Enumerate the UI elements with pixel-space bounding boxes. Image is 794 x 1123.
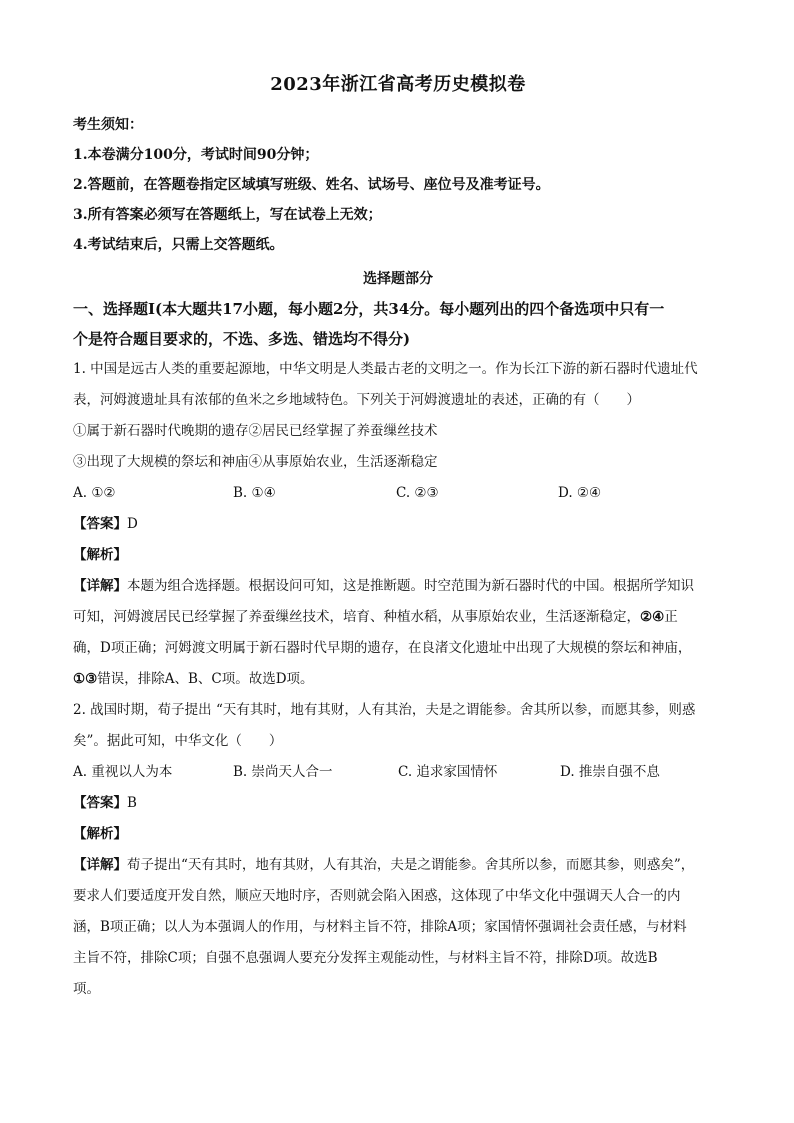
question-1 — [73, 354, 723, 695]
question-options — [73, 757, 723, 788]
answer-tag: 【答案】 — [73, 795, 127, 811]
detail-line: 确，D项正确；河姆渡文明属于新石器时代早期的遗存，在良渚文化遗址中出现了大规模的祭坛和神庙， — [73, 640, 692, 656]
option-b: B. ①④ — [233, 485, 276, 501]
notice-item: 4.考试结束后，只需上交答题纸。 — [73, 237, 284, 253]
option-c: C. 追求家国情怀 — [398, 764, 498, 780]
question-statement: ①属于新石器时代晚期的遗存②居民已经掌握了养蚕缫丝技术 — [73, 423, 438, 439]
option-a: A. ①② — [73, 485, 116, 501]
answer-tag: 【答案】 — [73, 516, 127, 532]
detail-line: 【详解】本题为组合选择题。根据设问可知，这是推断题。时空范围为新石器时代的中国。根据所学知识 — [73, 578, 694, 594]
detail-line: 涵，B项正确；以人为本强调人的作用，与材料主旨不符，排除A项；家国情怀强调社会责任感，与材料 — [73, 919, 687, 935]
answer-value: B — [127, 795, 137, 811]
detail-line: 【详解】荀子提出“天有其时，地有其财，人有其治，夫是之谓能参。舍其所以参，而愿其参，则惑矣”， — [73, 857, 695, 873]
analysis-tag: 【解析】 — [73, 547, 127, 563]
detail-line: 项。 — [73, 981, 100, 997]
circled-numbers: ①③ — [73, 671, 98, 687]
page-title: 2023年浙江省高考历史模拟卷 — [270, 74, 526, 95]
question-stem: 1. 中国是远古人类的重要起源地，中华文明是人类最古老的文明之一。作为长江下游的新石器时代遗址代 — [73, 361, 698, 377]
detail-tag: 【详解】 — [73, 857, 127, 873]
notice-item: 1.本卷满分100分，考试时间90分钟； — [73, 147, 319, 163]
question-2 — [73, 695, 723, 1005]
question-stem: 表，河姆渡遗址具有浓郁的鱼米之乡地域特色。下列关于河姆渡遗址的表述，正确的有（ ） — [73, 392, 640, 408]
option-b: B. 崇尚天人合一 — [233, 764, 333, 780]
question-stem: 2. 战国时期，荀子提出 “天有其时，地有其财，人有其治，夫是之谓能参。舍其所以参，而愿其参，则惑 — [73, 702, 696, 718]
part-heading: 个是符合题目要求的，不选、多选、错选均不得分) — [73, 330, 411, 348]
detail-line: 可知，河姆渡居民已经掌握了养蚕缫丝技术，培育、种植水稻，从事原始农业，生活逐渐稳定，②④正 — [73, 609, 678, 625]
section-title: 选择题部分 — [363, 271, 433, 287]
option-d: D. 推崇自强不息 — [560, 764, 660, 780]
answer-line — [73, 788, 723, 819]
question-options — [73, 478, 723, 509]
question-statement: ③出现了大规模的祭坛和神庙④从事原始农业，生活逐渐稳定 — [73, 454, 438, 470]
question-stem: 矣”。据此可知，中华文化（ ） — [73, 733, 283, 749]
option-c: C. ②③ — [396, 485, 439, 501]
detail-line: ①③错误，排除A、B、C项。故选D项。 — [73, 671, 314, 687]
analysis-tag: 【解析】 — [73, 826, 127, 842]
exam-notice — [73, 110, 723, 260]
notice-item: 2.答题前，在答题卷指定区域填写班级、姓名、试场号、座位号及准考证号。 — [73, 177, 550, 193]
part-heading: 一、选择题Ⅰ(本大题共17小题，每小题2分，共34分。每小题列出的四个备选项中只有一 — [73, 300, 665, 318]
detail-line: 要求人们要适度开发自然，顺应天地时序，否则就会陷入困惑，这体现了中华文化中强调天人合一的内 — [73, 888, 681, 904]
answer-line — [73, 509, 723, 540]
notice-item: 3.所有答案必须写在答题纸上，写在试卷上无效； — [73, 207, 382, 223]
answer-value: D — [127, 516, 138, 532]
circled-numbers: ②④ — [640, 609, 665, 625]
option-a: A. 重视以人为本 — [73, 764, 173, 780]
exam-page — [73, 70, 723, 1005]
detail-tag: 【详解】 — [73, 578, 127, 594]
notice-heading: 考生须知： — [73, 117, 143, 133]
option-d: D. ②④ — [558, 485, 602, 501]
detail-line: 主旨不符，排除C项；自强不息强调人要充分发挥主观能动性，与材料主旨不符，排除D项。故选B — [73, 950, 658, 966]
